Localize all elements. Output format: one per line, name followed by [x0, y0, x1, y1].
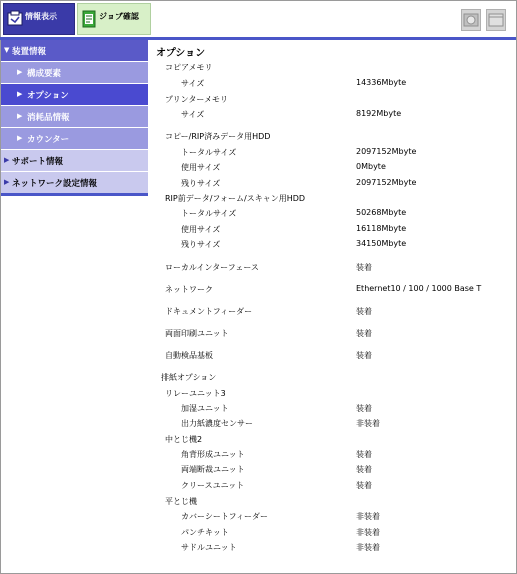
option-row — [150, 464, 512, 478]
option-row — [150, 284, 512, 298]
option-value: 2097152Mbyte — [356, 178, 417, 187]
tab-info-display[interactable] — [3, 3, 75, 35]
option-value: 8192Mbyte — [356, 109, 402, 118]
option-row — [150, 262, 512, 276]
option-value: 装着 — [356, 263, 372, 272]
sidebar-item-label: カウンター — [27, 135, 70, 145]
option-label: 中とじ機2 — [165, 435, 203, 444]
option-label: プリンターメモリ — [165, 95, 228, 104]
sidebar-item-network-settings[interactable] — [1, 172, 148, 193]
option-value: 16118Mbyte — [356, 224, 407, 233]
tab-job-check-label: ジョブ確認 — [99, 12, 139, 21]
option-label: 出力紙濃度センサー — [181, 419, 253, 428]
option-label: 両端断裁ユニット — [181, 465, 245, 474]
sidebar-item-device-info[interactable] — [1, 40, 148, 61]
option-label: トータルサイズ — [181, 148, 237, 157]
option-row — [150, 418, 512, 432]
sidebar-item-options[interactable] — [1, 84, 148, 105]
option-value: 50268Mbyte — [356, 208, 407, 217]
option-label: 使用サイズ — [181, 163, 221, 172]
sidebar — [1, 40, 148, 194]
option-label: サドルユニット — [181, 543, 237, 552]
option-row — [150, 147, 512, 161]
sidebar-item-label: サポート情報 — [12, 157, 64, 167]
option-row — [150, 350, 512, 364]
option-row — [150, 542, 512, 556]
option-label: 角背形成ユニット — [181, 450, 245, 459]
sidebar-item-label: オプション — [27, 91, 69, 101]
option-value: 装着 — [356, 465, 372, 474]
triangle-down-icon: ▼ — [4, 46, 10, 54]
triangle-right-icon: ▶ — [17, 112, 23, 120]
option-label: RIP前データ/フォーム/スキャン用HDD — [165, 194, 306, 203]
option-label: サイズ — [181, 79, 205, 88]
option-row — [150, 328, 512, 342]
option-row — [150, 224, 512, 238]
option-row — [150, 306, 512, 320]
option-value: 装着 — [356, 404, 372, 413]
option-value: 装着 — [356, 450, 372, 459]
sidebar-item-label: 装置情報 — [12, 47, 47, 57]
option-label: パンチキット — [181, 528, 229, 537]
option-row — [150, 403, 512, 417]
option-label: 使用サイズ — [181, 225, 221, 234]
option-row — [150, 388, 512, 402]
option-row — [150, 527, 512, 541]
option-label: 自動検品基板 — [165, 351, 213, 360]
triangle-right-icon: ▶ — [17, 134, 23, 142]
window-icon[interactable] — [486, 9, 506, 31]
option-value: 装着 — [356, 307, 372, 316]
page-title: オプション — [156, 48, 206, 59]
tab-job-check[interactable] — [77, 3, 151, 35]
option-label: 排紙オプション — [161, 373, 217, 382]
sidebar-item-consumables[interactable] — [1, 106, 148, 127]
option-label: サイズ — [181, 110, 205, 119]
option-label: ネットワーク — [165, 285, 213, 294]
info-display-icon — [7, 10, 23, 28]
option-value: 34150Mbyte — [356, 239, 407, 248]
option-row — [150, 511, 512, 525]
cd-drive-icon[interactable] — [461, 9, 481, 31]
option-row — [150, 94, 512, 108]
tab-info-display-label: 情報表示 — [25, 12, 57, 21]
option-label: トータルサイズ — [181, 209, 237, 218]
sidebar-item-components[interactable] — [1, 62, 148, 83]
sidebar-divider — [1, 193, 148, 196]
option-row — [150, 78, 512, 92]
option-label: コピー/RIP済みデータ用HDD — [165, 132, 271, 141]
triangle-right-icon: ▶ — [17, 68, 23, 76]
option-value: 0Mbyte — [356, 162, 386, 171]
option-value: Ethernet10 / 100 / 1000 Base T — [356, 284, 482, 293]
option-row — [150, 109, 512, 123]
option-value: 非装着 — [356, 543, 380, 552]
option-row — [150, 193, 512, 207]
option-label: クリースユニット — [181, 481, 245, 490]
option-row — [150, 239, 512, 253]
sidebar-item-label: 消耗品情報 — [27, 113, 70, 123]
option-value: 非装着 — [356, 419, 380, 428]
option-row — [150, 131, 512, 145]
option-label: 残りサイズ — [181, 240, 221, 249]
sidebar-item-support-info[interactable] — [1, 150, 148, 171]
option-value: 非装着 — [356, 528, 380, 537]
sidebar-item-counter[interactable] — [1, 128, 148, 149]
header — [1, 1, 516, 38]
option-label: コピアメモリ — [165, 63, 213, 72]
option-row — [150, 162, 512, 176]
option-label: 両面印刷ユニット — [165, 329, 229, 338]
option-value: 14336Mbyte — [356, 78, 407, 87]
option-label: ローカルインターフェース — [165, 263, 259, 272]
sidebar-item-label: ネットワーク設定情報 — [12, 179, 98, 189]
option-label: 加湿ユニット — [181, 404, 229, 413]
option-value: 装着 — [356, 481, 372, 490]
option-row — [150, 434, 512, 448]
option-value: 非装着 — [356, 512, 380, 521]
option-label: 残りサイズ — [181, 179, 221, 188]
job-check-icon — [81, 10, 97, 28]
option-value: 2097152Mbyte — [356, 147, 417, 156]
option-label: ドキュメントフィーダー — [165, 307, 253, 316]
option-row — [150, 449, 512, 463]
option-row — [150, 496, 512, 510]
option-label: カバーシートフィーダー — [181, 512, 268, 521]
option-value: 装着 — [356, 329, 372, 338]
triangle-right-icon: ▶ — [4, 156, 10, 164]
option-row — [150, 480, 512, 494]
option-value: 装着 — [356, 351, 372, 360]
option-label: リレーユニット3 — [165, 389, 226, 398]
option-label: 平とじ機 — [165, 497, 197, 506]
option-row — [150, 372, 512, 386]
option-row — [150, 62, 512, 76]
option-row — [150, 208, 512, 222]
triangle-right-icon: ▶ — [4, 178, 10, 186]
sidebar-item-label: 構成要素 — [27, 69, 62, 79]
option-row — [150, 178, 512, 192]
triangle-right-icon: ▶ — [17, 90, 23, 98]
